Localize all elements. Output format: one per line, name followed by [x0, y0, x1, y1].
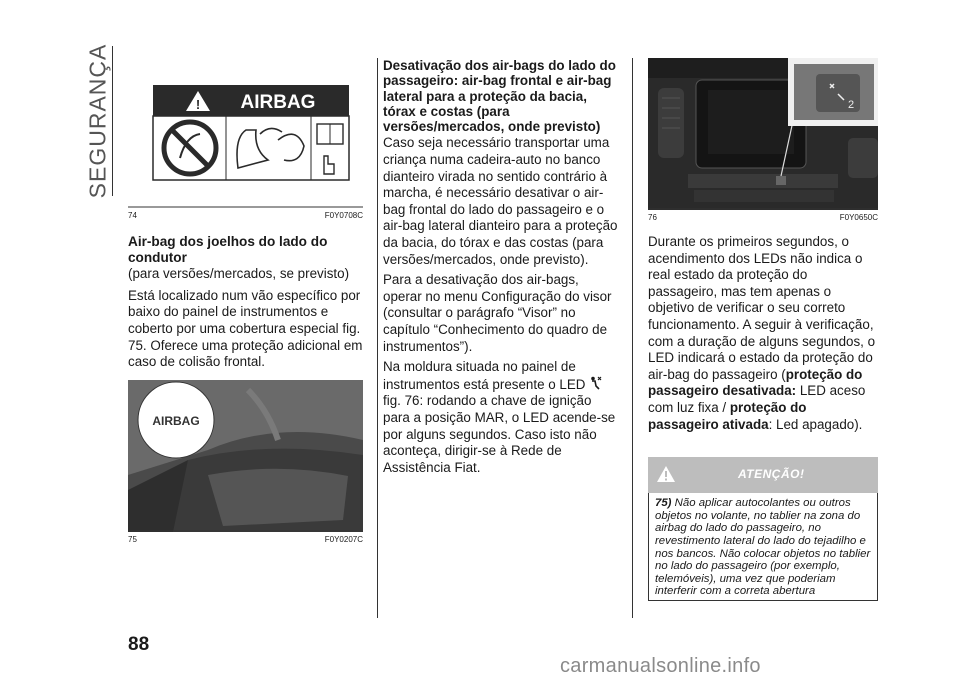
page-number: 88 [128, 634, 150, 655]
figure-75-caption [128, 535, 363, 544]
paragraph-text: Durante os primeiros segundos, o acendimento dos LEDs não indica o real estado da proteção do passageiro, mas tem apenas o objetivo de verificar o seu correto funcionamento. A seguir à verificação, com a duração de alguns segundos, o LED indicará o estado da proteção do air-bag do passageiro ( [648, 234, 876, 382]
warning-title: ATENÇÃO! [738, 467, 805, 482]
column-1 [128, 58, 363, 544]
paragraph-text: LED aceso com luz fixa / [648, 383, 866, 415]
figure-74-caption [128, 211, 363, 220]
section-rule [112, 46, 113, 196]
warning-triangle-icon [656, 465, 676, 483]
figure-number: 74 [128, 211, 137, 220]
figure-code: F0Y0650C [839, 213, 878, 222]
figure-76-caption [648, 213, 878, 222]
warning-body [648, 493, 878, 601]
bold-text: proteção do passageiro ativada [648, 399, 807, 432]
paragraph-text: : Led apagado). [768, 416, 863, 432]
paragraph: Está localizado num vão específico por baixo do painel de instrumentos e coberto por uma cobertura especial fig. 75. Oferece uma proteção adicional em caso de colisão frontal. [128, 287, 363, 370]
heading-knee-airbag: Air-bag dos joelhos do lado do condutor [128, 234, 328, 265]
column-divider [632, 58, 633, 618]
warning-header [648, 457, 878, 493]
airbag-label-text: AIRBAG [152, 413, 200, 428]
airbag-label-text: AIRBAG [240, 92, 316, 113]
figure-code: F0Y0708C [324, 211, 363, 220]
warning-box [648, 457, 878, 601]
paragraph: Para a desativação dos air-bags, operar no menu Configuração do visor (consultar o parágrafo “Visor” no capítulo “Conhecimento do quadro de instrumentos”). [383, 272, 612, 354]
subtitle: (para versões/mercados, se previsto) [128, 266, 350, 282]
column-divider [377, 58, 378, 618]
figure-74-airbag-label [128, 58, 363, 208]
heading-passenger-airbag-deactivation: Desativação dos air-bags do lado do passageiro: air-bag frontal e air-bag lateral para a proteção da bacia, tórax e costas (para versões/mercados, onde previsto) [383, 58, 616, 135]
figure-number: 75 [128, 534, 137, 544]
svg-text:2: 2 [848, 99, 855, 111]
svg-text:!: ! [195, 97, 201, 112]
paragraph: Caso seja necessário transportar uma criança numa cadeira-auto no banco dianteiro virada no sentido contrário à marcha, é necessário desativar o air-bag frontal do lado do passageiro e o air-bag lateral dianteiro para a proteção da bacia, do tórax e das costas (para versões/mercados, onde previsto). [383, 135, 618, 267]
paragraph [383, 359, 621, 476]
paragraph-text: fig. 76: rodando a chave de ignição para a posição MAR, o LED acende-se por alguns segundos. Caso isto não aconteça, dirigir-se à Rede de Assistência Fiat. [383, 393, 616, 475]
section-title: SEGURANÇA [84, 43, 111, 199]
passenger-airbag-off-icon [589, 376, 602, 390]
warning-number: 75) [655, 497, 672, 510]
bold-text: proteção do passageiro desativada: [648, 366, 863, 399]
watermark: carmanualsonline.info [560, 655, 761, 677]
paragraph [648, 234, 878, 433]
column-2 [383, 58, 621, 476]
figure-76-dashboard-led-photo [648, 58, 878, 210]
warning-text: Não aplicar autocolantes ou outros objetos no volante, no tablier na zona do airbag do lado do passageiro, no revestimento lateral do lado do tejadilho e nos bancos. Não colocar objetos no tablier no lado do passageiro (por exemplo, telemóveis), uma vez que poderiam interferir com a correta abertura [655, 497, 871, 598]
paragraph-text: Na moldura situada no painel de instrumentos está presente o LED [383, 359, 586, 392]
figure-number: 76 [648, 213, 657, 222]
figure-code: F0Y0207C [324, 534, 363, 544]
column-3 [648, 58, 878, 601]
figure-75-knee-airbag-photo [128, 380, 363, 532]
